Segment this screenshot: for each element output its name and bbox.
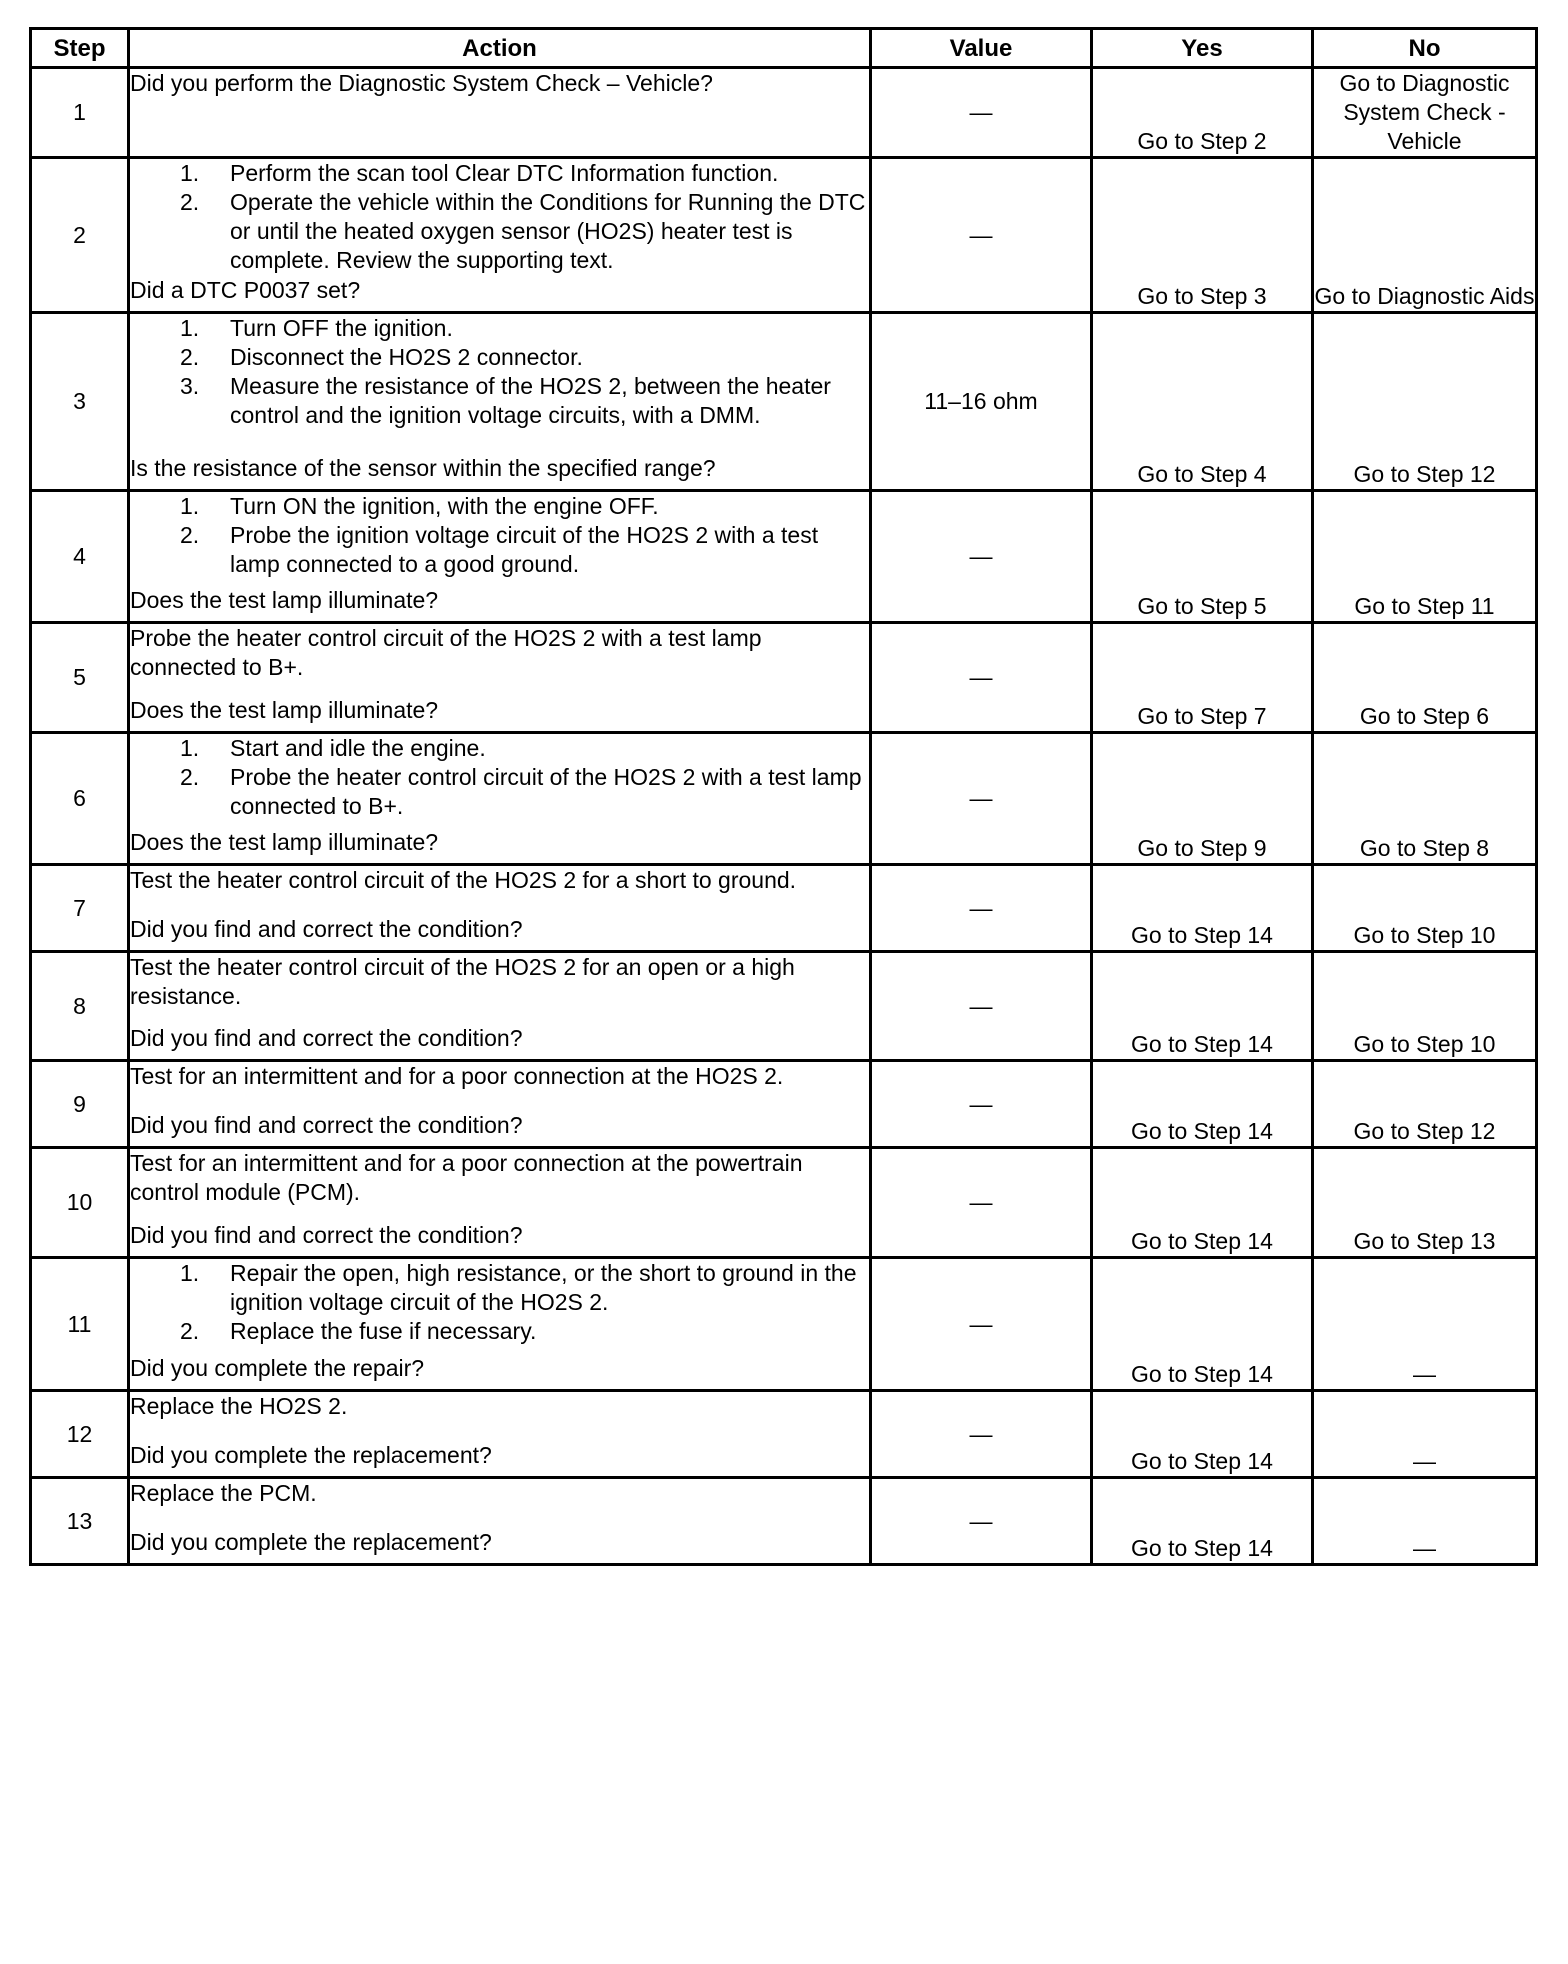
no-cell: Go to Step 13	[1313, 1148, 1537, 1258]
yes-cell: Go to Step 4	[1092, 313, 1313, 491]
action-top	[130, 1062, 869, 1091]
action-question: Did a DTC P0037 set?	[130, 277, 361, 303]
action-step-text: Turn OFF the ignition.	[230, 315, 453, 341]
no-cell: —	[1313, 1391, 1537, 1478]
header-value: Value	[871, 29, 1092, 68]
no-cell: —	[1313, 1258, 1537, 1391]
action-top	[130, 953, 869, 1011]
action-cell	[129, 313, 871, 491]
table-row	[31, 865, 1537, 952]
action-top	[130, 734, 869, 821]
action-step-item	[130, 188, 869, 275]
action-cell	[129, 68, 871, 158]
action-question: Did you find and correct the condition?	[130, 1025, 523, 1051]
action-cell	[129, 623, 871, 733]
action-step-number: 2.	[180, 1318, 200, 1344]
table-row	[31, 623, 1537, 733]
header-action: Action	[129, 29, 871, 68]
action-content	[130, 953, 869, 1053]
action-top	[130, 1392, 869, 1421]
no-cell: Go to Step 12	[1313, 1061, 1537, 1148]
table-row	[31, 1148, 1537, 1258]
action-content	[130, 1479, 869, 1557]
value-cell: —	[871, 733, 1092, 865]
action-content	[130, 866, 869, 944]
yes-cell: Go to Step 14	[1092, 1148, 1313, 1258]
action-steps-list	[130, 734, 869, 821]
action-cell	[129, 865, 871, 952]
action-cell	[129, 733, 871, 865]
no-cell: —	[1313, 1478, 1537, 1565]
value-cell: —	[871, 1478, 1092, 1565]
table-row	[31, 313, 1537, 491]
action-step-number: 1.	[180, 735, 200, 761]
action-step-text: Start and idle the engine.	[230, 735, 486, 761]
action-cell	[129, 158, 871, 313]
action-step-item	[130, 1317, 869, 1346]
yes-cell: Go to Step 2	[1092, 68, 1313, 158]
value-cell: —	[871, 952, 1092, 1061]
header-row	[31, 29, 1537, 68]
action-cell	[129, 1258, 871, 1391]
action-step-text: Repair the open, high resistance, or the short to ground in the ignition voltage circuit of the HO2S 2.	[230, 1260, 857, 1315]
action-question: Does the test lamp illuminate?	[130, 829, 439, 855]
action-cell	[129, 491, 871, 623]
step-number: 10	[31, 1148, 129, 1258]
action-cell	[129, 1061, 871, 1148]
action-top	[130, 1259, 869, 1346]
action-question: Does the test lamp illuminate?	[130, 587, 439, 613]
diagnostic-table	[29, 27, 1538, 1566]
action-content	[130, 314, 869, 483]
value-cell: —	[871, 623, 1092, 733]
action-cell	[129, 1148, 871, 1258]
action-step-item	[130, 159, 869, 188]
value-cell: —	[871, 865, 1092, 952]
action-content	[130, 492, 869, 615]
yes-cell: Go to Step 14	[1092, 1478, 1313, 1565]
step-number: 1	[31, 68, 129, 158]
action-step-text: Probe the heater control circuit of the HO2S 2 with a test lamp connected to B+.	[230, 764, 862, 819]
no-cell: Go to Diagnostic Aids	[1313, 158, 1537, 313]
action-question: Did you complete the replacement?	[130, 1442, 492, 1468]
no-cell: Go to Step 8	[1313, 733, 1537, 865]
action-step-item	[130, 734, 869, 763]
table-row	[31, 1391, 1537, 1478]
action-content	[130, 69, 869, 137]
yes-cell: Go to Step 14	[1092, 952, 1313, 1061]
table-body	[31, 68, 1537, 1565]
action-top	[130, 624, 869, 682]
action-content	[130, 1259, 869, 1383]
step-number: 5	[31, 623, 129, 733]
action-step-item	[130, 1259, 869, 1317]
action-intro: Probe the heater control circuit of the HO2S 2 with a test lamp connected to B+.	[130, 625, 762, 680]
action-content	[130, 159, 869, 305]
value-cell: —	[871, 158, 1092, 313]
action-step-text: Replace the fuse if necessary.	[230, 1318, 537, 1344]
yes-cell: Go to Step 9	[1092, 733, 1313, 865]
action-step-item	[130, 521, 869, 579]
action-step-text: Disconnect the HO2S 2 connector.	[230, 344, 583, 370]
step-number: 7	[31, 865, 129, 952]
action-cell	[129, 1478, 871, 1565]
table-row	[31, 952, 1537, 1061]
action-content	[130, 1392, 869, 1470]
yes-cell: Go to Step 5	[1092, 491, 1313, 623]
header-step: Step	[31, 29, 129, 68]
action-intro: Replace the PCM.	[130, 1480, 317, 1506]
action-step-number: 1.	[180, 160, 200, 186]
value-cell: 11–16 ohm	[871, 313, 1092, 491]
action-steps-list	[130, 314, 869, 430]
step-number: 9	[31, 1061, 129, 1148]
action-step-item	[130, 343, 869, 372]
no-cell: Go to Step 6	[1313, 623, 1537, 733]
action-content	[130, 1149, 869, 1250]
action-step-text: Measure the resistance of the HO2S 2, between the heater control and the ignition voltage circuits, with a DMM.	[230, 373, 831, 428]
action-question: Did you complete the repair?	[130, 1355, 425, 1381]
action-top	[130, 492, 869, 579]
action-content	[130, 624, 869, 725]
yes-cell: Go to Step 14	[1092, 1258, 1313, 1391]
action-step-text: Probe the ignition voltage circuit of the HO2S 2 with a test lamp connected to a good ground.	[230, 522, 819, 577]
step-number: 12	[31, 1391, 129, 1478]
yes-cell: Go to Step 14	[1092, 865, 1313, 952]
diagnostic-table-container	[29, 27, 1538, 1566]
action-intro: Test for an intermittent and for a poor connection at the HO2S 2.	[130, 1063, 784, 1089]
no-cell: Go to Step 10	[1313, 865, 1537, 952]
action-question: Is the resistance of the sensor within the specified range?	[130, 455, 716, 481]
action-step-item	[130, 314, 869, 343]
step-number: 3	[31, 313, 129, 491]
yes-cell: Go to Step 14	[1092, 1391, 1313, 1478]
action-question: Did you find and correct the condition?	[130, 916, 523, 942]
action-intro: Replace the HO2S 2.	[130, 1393, 348, 1419]
header-yes: Yes	[1092, 29, 1313, 68]
action-step-number: 1.	[180, 1260, 200, 1286]
value-cell: —	[871, 1061, 1092, 1148]
action-step-number: 1.	[180, 315, 200, 341]
action-step-text: Perform the scan tool Clear DTC Information function.	[230, 160, 779, 186]
action-top	[130, 314, 869, 430]
value-cell: —	[871, 68, 1092, 158]
action-intro: Test the heater control circuit of the HO2S 2 for a short to ground.	[130, 867, 797, 893]
header-no: No	[1313, 29, 1537, 68]
action-step-number: 3.	[180, 373, 200, 399]
no-cell: Go to Step 11	[1313, 491, 1537, 623]
action-intro: Did you perform the Diagnostic System Check – Vehicle?	[130, 70, 713, 96]
step-number: 11	[31, 1258, 129, 1391]
action-question: Did you find and correct the condition?	[130, 1222, 523, 1248]
action-question: Does the test lamp illuminate?	[130, 697, 439, 723]
value-cell: —	[871, 1391, 1092, 1478]
no-cell: Go to Diagnostic System Check - Vehicle	[1313, 68, 1537, 158]
action-intro: Test the heater control circuit of the HO2S 2 for an open or a high resistance.	[130, 954, 795, 1009]
table-row	[31, 1478, 1537, 1565]
action-content	[130, 1062, 869, 1140]
action-steps-list	[130, 159, 869, 275]
step-number: 13	[31, 1478, 129, 1565]
action-cell	[129, 952, 871, 1061]
table-row	[31, 158, 1537, 313]
action-question: Did you complete the replacement?	[130, 1529, 492, 1555]
value-cell: —	[871, 491, 1092, 623]
no-cell: Go to Step 12	[1313, 313, 1537, 491]
yes-cell: Go to Step 3	[1092, 158, 1313, 313]
action-content	[130, 734, 869, 857]
table-row	[31, 68, 1537, 158]
action-steps-list	[130, 1259, 869, 1346]
action-question: Did you find and correct the condition?	[130, 1112, 523, 1138]
action-step-number: 2.	[180, 189, 200, 215]
step-number: 6	[31, 733, 129, 865]
action-top	[130, 1149, 869, 1207]
table-row	[31, 1061, 1537, 1148]
table-row	[31, 491, 1537, 623]
yes-cell: Go to Step 7	[1092, 623, 1313, 733]
action-intro: Test for an intermittent and for a poor connection at the powertrain control module (PCM).	[130, 1150, 803, 1205]
table-row	[31, 1258, 1537, 1391]
action-top	[130, 69, 869, 98]
step-number: 8	[31, 952, 129, 1061]
action-step-number: 2.	[180, 522, 200, 548]
action-step-item	[130, 763, 869, 821]
action-top	[130, 1479, 869, 1508]
action-step-text: Turn ON the ignition, with the engine OFF.	[230, 493, 659, 519]
action-step-number: 2.	[180, 344, 200, 370]
action-step-number: 1.	[180, 493, 200, 519]
action-steps-list	[130, 492, 869, 579]
value-cell: —	[871, 1148, 1092, 1258]
action-top	[130, 866, 869, 895]
action-step-text: Operate the vehicle within the Conditions for Running the DTC or until the heated oxygen sensor (HO2S) heater test is complete. Review the supporting text.	[230, 189, 866, 273]
action-step-number: 2.	[180, 764, 200, 790]
no-cell: Go to Step 10	[1313, 952, 1537, 1061]
yes-cell: Go to Step 14	[1092, 1061, 1313, 1148]
value-cell: —	[871, 1258, 1092, 1391]
action-cell	[129, 1391, 871, 1478]
step-number: 4	[31, 491, 129, 623]
step-number: 2	[31, 158, 129, 313]
action-step-item	[130, 372, 869, 430]
action-top	[130, 159, 869, 275]
table-row	[31, 733, 1537, 865]
action-step-item	[130, 492, 869, 521]
